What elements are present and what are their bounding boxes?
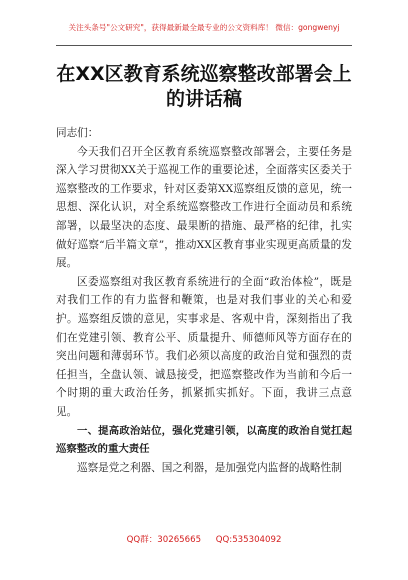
header-divider xyxy=(56,45,352,46)
section-heading: 一、提高政治站位，强化党建引领，以高度的政治自觉扛起巡察整改的重大责任 xyxy=(56,424,352,456)
body-paragraph: 今天我们召开全区教育系统巡察整改部署会，主要任务是深入学习贯彻XX关于巡视工作的重要论述，全面落实区委关于巡察整改的工作要求，针对区委第XX巡察组反馈的意见，统一思想、深化认识，对全系统巡察整改工作进行全面动员和系统部署，以最坚决的态度、最果断的措施、最严格的纪律，扎实做好巡察“后半篇文章”，推动XX区教育事业实现更高质量的发展。 xyxy=(56,145,352,270)
footer-qq-number: QQ:535304092 xyxy=(215,535,282,545)
header-promo-note: 关注头条号"公文研究"，获得最新最全最专业的公文资料库！ 微信：gongwenyj xyxy=(68,23,340,32)
document-title: 在XX区教育系统巡察整改部署会上的讲话稿 xyxy=(56,63,352,110)
salutation: 同志们： xyxy=(56,127,99,139)
footer-contact-note xyxy=(0,533,408,545)
footer-qq-group: QQ群：30265665 xyxy=(126,535,202,545)
document-body xyxy=(56,124,352,477)
body-paragraph-partial: 巡察是党之利器、国之利器，是加强党内监督的战略性制 xyxy=(77,461,342,474)
body-paragraph: 区委巡察组对我区教育系统进行的全面“政治体检”，既是对我们工作的有力监督和鞭策，也是对我们事业的关心和爱护。巡察组反馈的意见，实事求是、客观中肯，深刻指出了我们在党建引领、教育公平、质量提升、师德师风等方面存在的突出问题和薄弱环节。我们必须以高度的政治自觉和强烈的责任担当，全盘认领、诚恳接受，把巡察整改作为当前和今后一个时期的重大政治任务，抓紧抓实抓好。下面，我讲三点意见。 xyxy=(56,275,352,418)
